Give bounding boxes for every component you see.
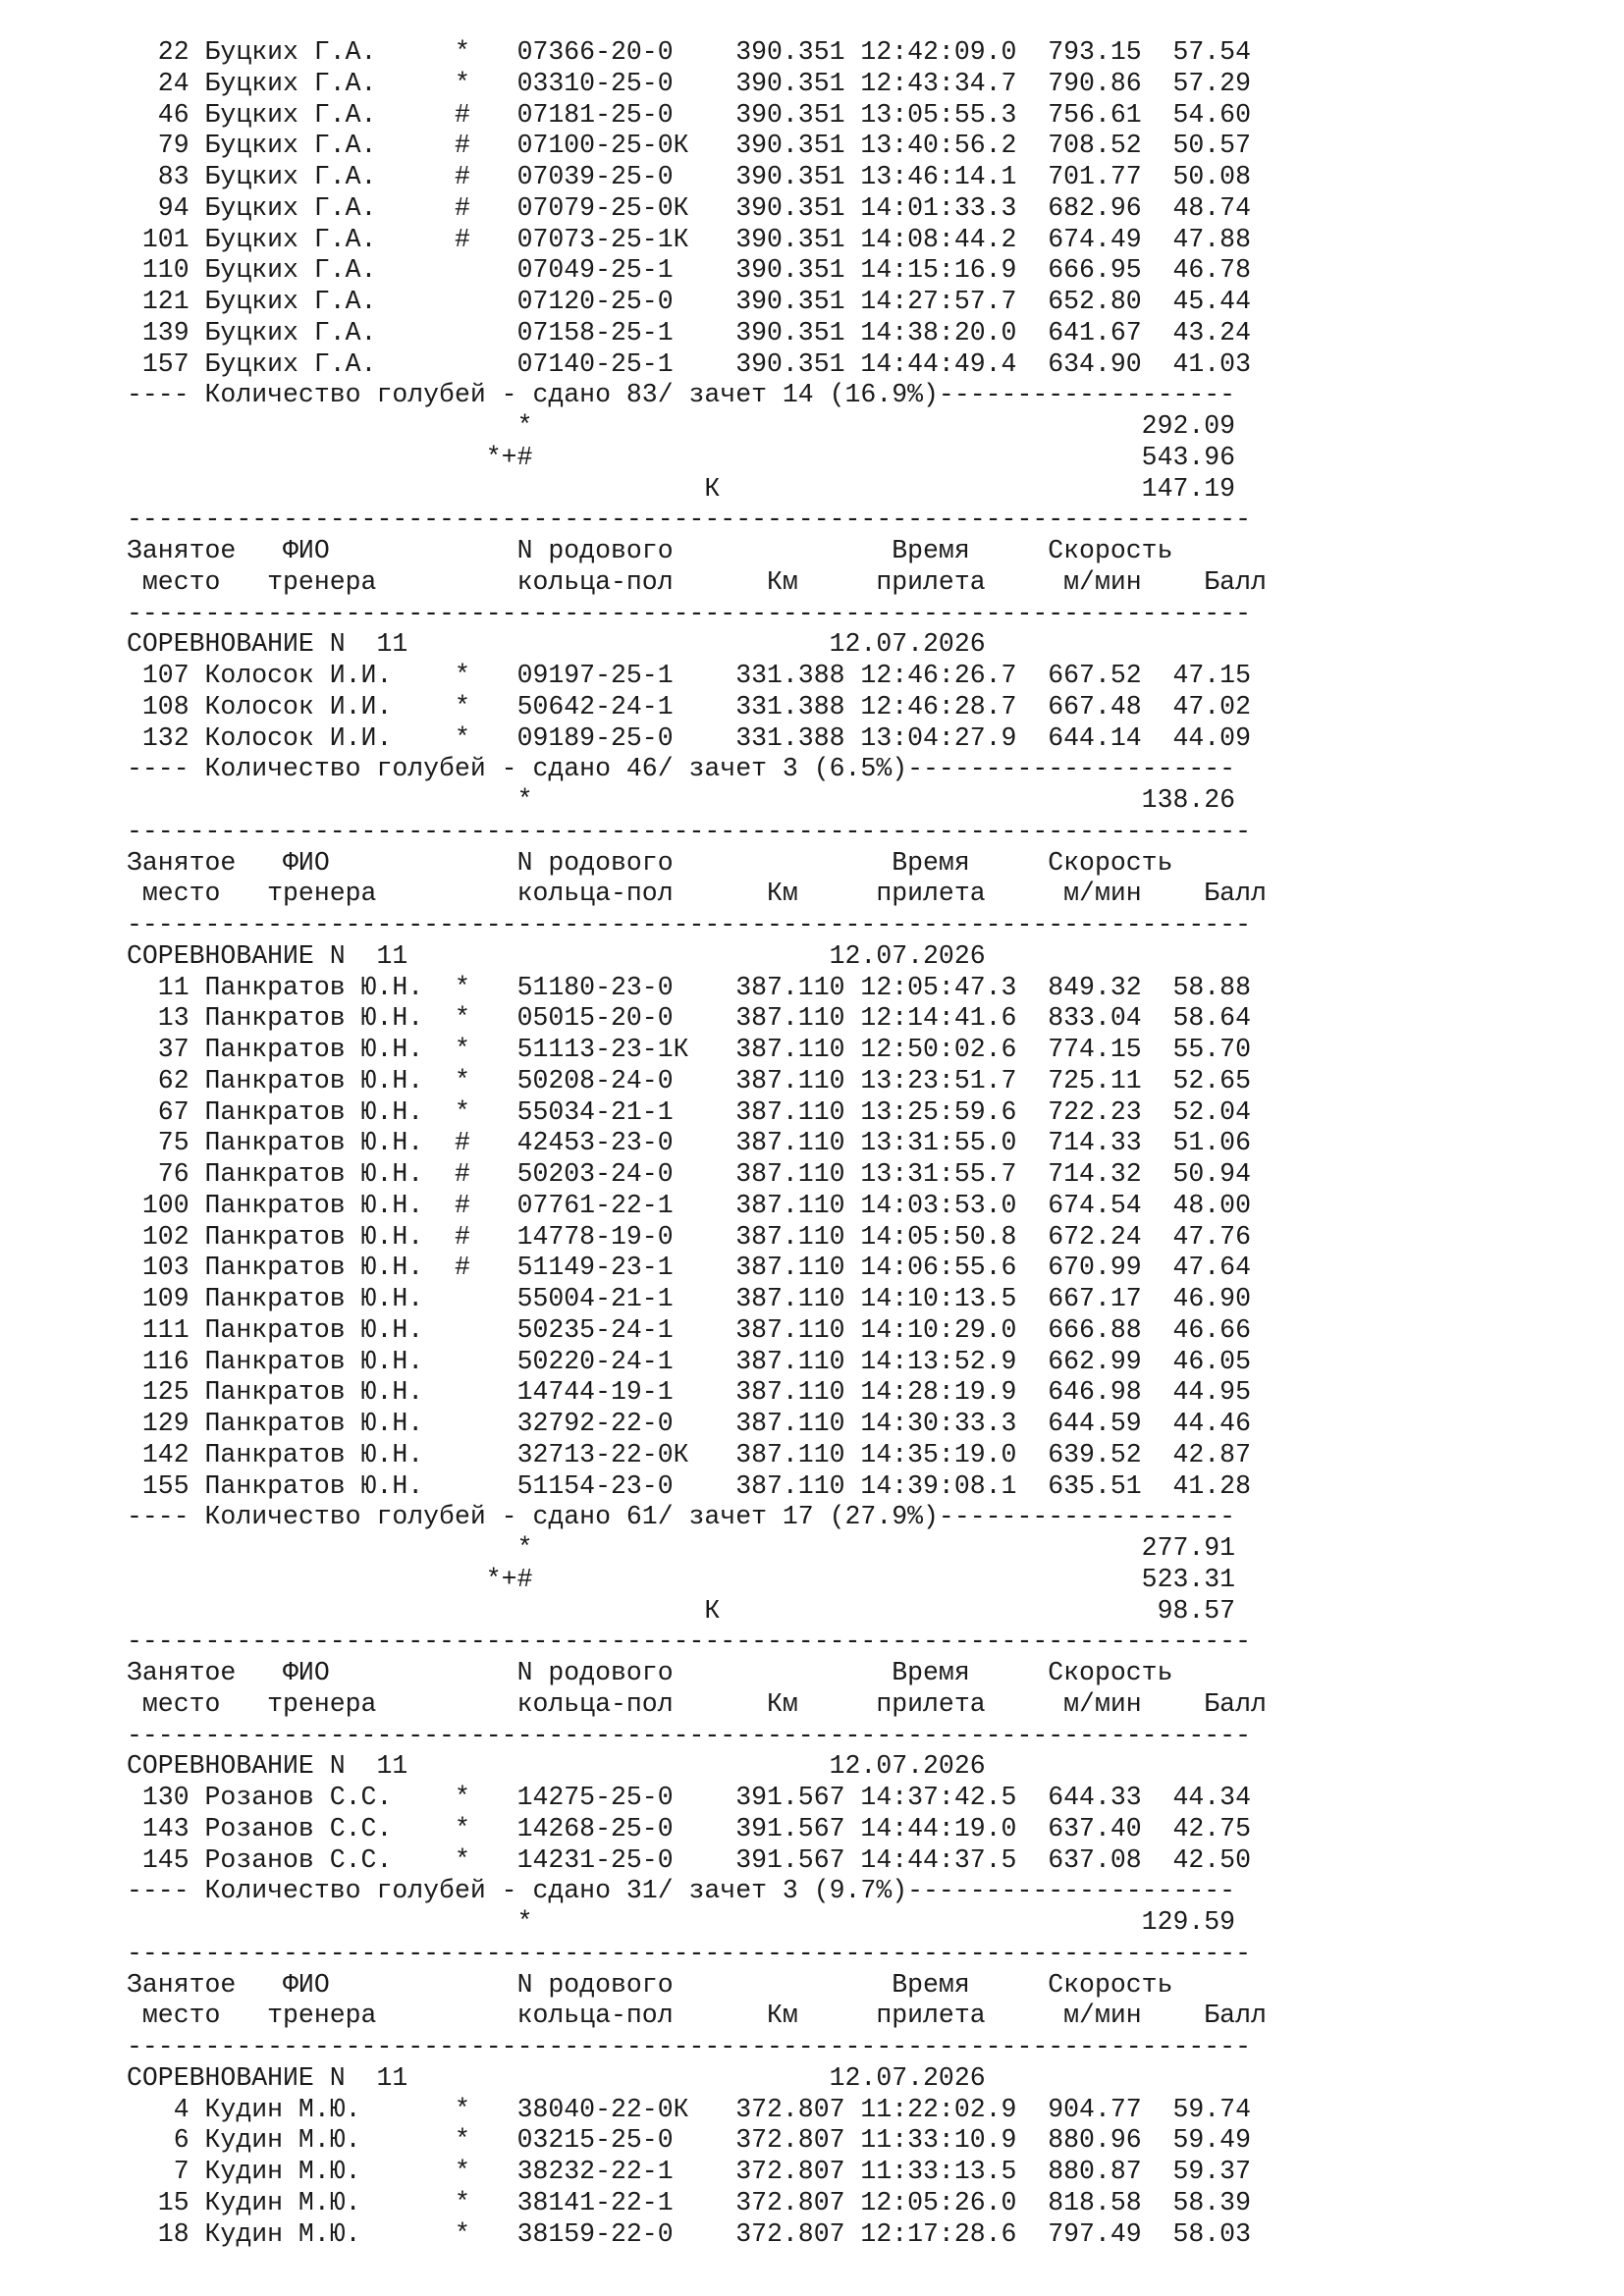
total-line: * 292.09 [127,411,1236,441]
summary-line: ---- Количество голубей - сдано 61/ зачет 17 (27.9%)------------------- [127,1502,1236,1532]
result-row: 79 Буцких Г.А. # 07100-25-0К 390.351 13:40:56.2 708.52 50.57 [127,131,1251,161]
summary-line: ---- Количество голубей - сдано 46/ зачет 3 (6.5%)--------------------- [127,754,1236,784]
result-row: 116 Панкратов Ю.Н. 50220-24-1 387.110 14:13:52.9 662.99 46.05 [127,1346,1251,1376]
result-row: 76 Панкратов Ю.Н. # 50203-24-0 387.110 13:31:55.7 714.32 50.94 [127,1159,1251,1189]
separator-line: ------------------------------------------------------------------------ [127,2032,1251,2061]
separator-line: ------------------------------------------------------------------------ [127,1627,1251,1657]
result-row: 6 Кудин М.Ю. * 03215-25-0 372.807 11:33:10.9 880.96 59.49 [127,2125,1251,2156]
result-row: 102 Панкратов Ю.Н. # 14778-19-0 387.110 14:05:50.8 672.24 47.76 [127,1221,1251,1252]
result-row: 155 Панкратов Ю.Н. 51154-23-0 387.110 14:39:08.1 635.51 41.28 [127,1470,1251,1501]
separator-line: ------------------------------------------------------------------------ [127,910,1251,939]
result-row: 83 Буцких Г.А. # 07039-25-0 390.351 13:46:14.1 701.77 50.08 [127,162,1251,191]
result-row: 18 Кудин М.Ю. * 38159-22-0 372.807 12:17:28.6 797.49 58.03 [127,2218,1251,2249]
summary-line: ---- Количество голубей - сдано 83/ зачет 14 (16.9%)------------------- [127,380,1236,410]
total-line: * 277.91 [127,1533,1236,1563]
result-row: 46 Буцких Г.А. # 07181-25-0 390.351 13:05:55.3 756.61 54.60 [127,99,1251,130]
result-row: 67 Панкратов Ю.Н. * 55034-21-1 387.110 13:25:59.6 722.23 52.04 [127,1096,1251,1127]
column-header: место тренера кольца-пол Км прилета м/мин Балл [127,879,1267,909]
column-header: Занятое ФИО N родового Время Скорость [127,1658,1173,1687]
column-header: Занятое ФИО N родового Время Скорость [127,536,1173,565]
summary-line: ---- Количество голубей - сдано 31/ зачет 3 (9.7%)--------------------- [127,1876,1236,1906]
result-row: 110 Буцких Г.А. 07049-25-1 390.351 14:15:16.9 666.95 46.78 [127,255,1251,286]
separator-line: ------------------------------------------------------------------------ [127,1720,1251,1750]
column-header: место тренера кольца-пол Км прилета м/мин Балл [127,566,1267,597]
result-row: 157 Буцких Г.А. 07140-25-1 390.351 14:44:49.4 634.90 41.03 [127,348,1251,379]
result-row: 142 Панкратов Ю.Н. 32713-22-0К 387.110 14:35:19.0 639.52 42.87 [127,1439,1251,1469]
competition-header: СОРЕВНОВАНИЕ N 11 12.07.2026 [127,940,986,971]
column-header: место тренера кольца-пол Км прилета м/мин Балл [127,1688,1267,1719]
result-row: 22 Буцких Г.А. * 07366-20-0 390.351 12:42:09.0 793.15 57.54 [127,37,1251,67]
competition-header: СОРЕВНОВАНИЕ N 11 12.07.2026 [127,1751,986,1782]
result-row: 108 Колосок И.И. * 50642-24-1 331.388 12:46:28.7 667.48 47.02 [127,691,1251,721]
result-row: 107 Колосок И.И. * 09197-25-1 331.388 12:46:26.7 667.52 47.15 [127,661,1251,690]
separator-line: ------------------------------------------------------------------------ [127,598,1251,628]
result-row: 4 Кудин М.Ю. * 38040-22-0К 372.807 11:22:02.9 904.77 59.74 [127,2094,1251,2124]
competition-header: СОРЕВНОВАНИЕ N 11 12.07.2026 [127,629,986,660]
result-row: 24 Буцких Г.А. * 03310-25-0 390.351 12:43:34.7 790.86 57.29 [127,68,1251,98]
result-row: 145 Розанов С.С. * 14231-25-0 391.567 14:44:37.5 637.08 42.50 [127,1844,1251,1875]
result-row: 139 Буцких Г.А. 07158-25-1 390.351 14:38:20.0 641.67 43.24 [127,317,1251,347]
total-line: * 138.26 [127,785,1236,815]
separator-line: ------------------------------------------------------------------------ [127,1938,1251,1968]
total-line: К 98.57 [127,1595,1236,1626]
result-row: 121 Буцких Г.А. 07120-25-0 390.351 14:27:57.7 652.80 45.44 [127,287,1251,316]
separator-line: ------------------------------------------------------------------------ [127,505,1251,535]
result-row: 103 Панкратов Ю.Н. # 51149-23-1 387.110 14:06:55.6 670.99 47.64 [127,1253,1251,1283]
result-row: 75 Панкратов Ю.Н. # 42453-23-0 387.110 13:31:55.0 714.33 51.06 [127,1128,1251,1158]
total-line: * 129.59 [127,1907,1236,1937]
total-line: *+# 523.31 [127,1564,1236,1594]
result-row: 100 Панкратов Ю.Н. # 07761-22-1 387.110 14:03:53.0 674.54 48.00 [127,1190,1251,1220]
result-row: 130 Розанов С.С. * 14275-25-0 391.567 14:37:42.5 644.33 44.34 [127,1783,1251,1812]
result-row: 125 Панкратов Ю.Н. 14744-19-1 387.110 14:28:19.9 646.98 44.95 [127,1377,1251,1408]
competition-header: СОРЕВНОВАНИЕ N 11 12.07.2026 [127,2062,986,2093]
result-row: 7 Кудин М.Ю. * 38232-22-1 372.807 11:33:13.5 880.87 59.37 [127,2157,1251,2186]
column-header: Занятое ФИО N родового Время Скорость [127,1969,1173,2000]
result-row: 94 Буцких Г.А. # 07079-25-0К 390.351 14:01:33.3 682.96 48.74 [127,192,1251,223]
result-row: 129 Панкратов Ю.Н. 32792-22-0 387.110 14:30:33.3 644.59 44.46 [127,1409,1251,1438]
result-row: 111 Панкратов Ю.Н. 50235-24-1 387.110 14:10:29.0 666.88 46.66 [127,1314,1251,1345]
separator-line: ------------------------------------------------------------------------ [127,816,1251,846]
column-header: Занятое ФИО N родового Время Скорость [127,847,1173,878]
result-row: 109 Панкратов Ю.Н. 55004-21-1 387.110 14:10:13.5 667.17 46.90 [127,1284,1251,1313]
result-row: 37 Панкратов Ю.Н. * 51113-23-1К 387.110 12:50:02.6 774.15 55.70 [127,1035,1251,1064]
result-row: 62 Панкратов Ю.Н. * 50208-24-0 387.110 13:23:51.7 725.11 52.65 [127,1065,1251,1095]
result-row: 132 Колосок И.И. * 09189-25-0 331.388 13:04:27.9 644.14 44.09 [127,722,1251,753]
total-line: К 147.19 [127,473,1236,504]
result-row: 143 Розанов С.С. * 14268-25-0 391.567 14:44:19.0 637.40 42.75 [127,1813,1251,1843]
result-row: 13 Панкратов Ю.Н. * 05015-20-0 387.110 12:14:41.6 833.04 58.64 [127,1003,1251,1034]
results-printout [127,37,1501,2250]
total-line: *+# 543.96 [127,442,1236,472]
result-row: 101 Буцких Г.А. # 07073-25-1К 390.351 14:08:44.2 674.49 47.88 [127,224,1251,254]
column-header: место тренера кольца-пол Км прилета м/мин Балл [127,2001,1267,2031]
result-row: 15 Кудин М.Ю. * 38141-22-1 372.807 12:05:26.0 818.58 58.39 [127,2187,1251,2217]
result-row: 11 Панкратов Ю.Н. * 51180-23-0 387.110 12:05:47.3 849.32 58.88 [127,972,1251,1002]
